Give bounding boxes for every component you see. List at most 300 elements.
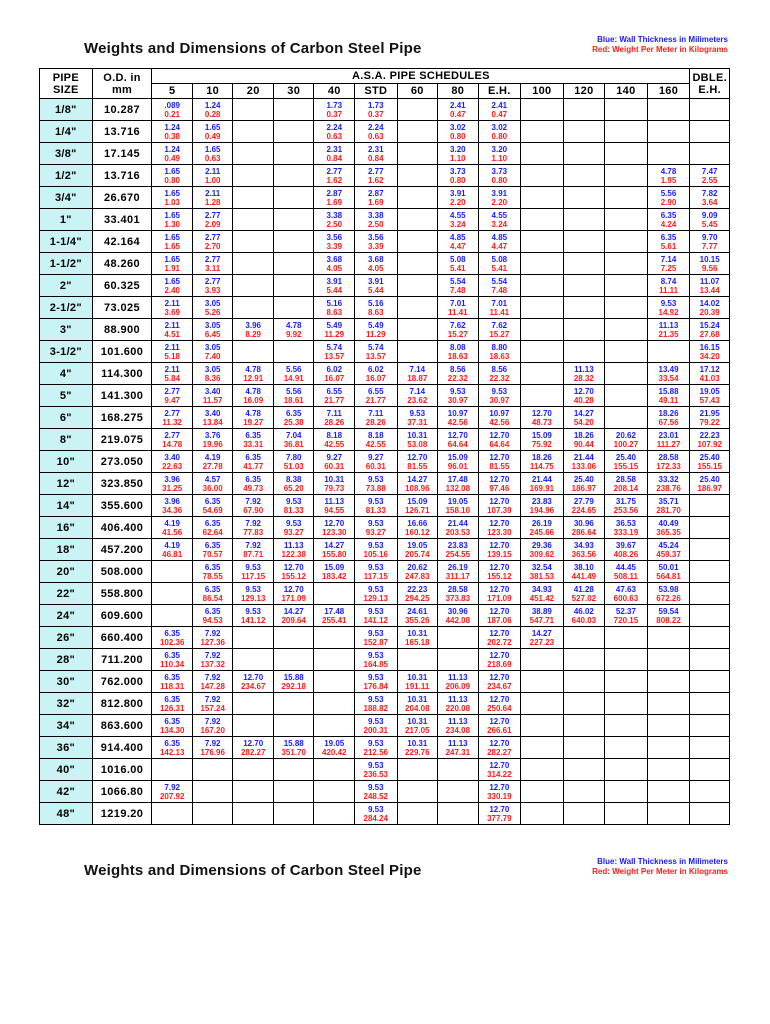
- schedule-cell: [233, 781, 274, 803]
- schedule-cell: [605, 715, 648, 737]
- schedule-cell: [521, 737, 564, 759]
- pipe-size-cell: 30": [40, 671, 93, 693]
- schedule-cell: [647, 605, 690, 627]
- wall-thickness-value: 7.01: [450, 298, 466, 308]
- weight-value: 18.61: [283, 395, 304, 405]
- schedule-cell: [521, 99, 564, 121]
- schedule-cell: [690, 407, 730, 429]
- weight-value: 123.30: [322, 527, 347, 537]
- schedule-cell: [314, 715, 355, 737]
- weight-value: 79.73: [324, 483, 345, 493]
- od-cell: 48.260: [92, 253, 152, 275]
- weight-value: 123.30: [487, 527, 512, 537]
- schedule-cell: [563, 649, 605, 671]
- schedule-cell: [690, 781, 730, 803]
- schedule-cell: [438, 99, 479, 121]
- schedule-cell: [605, 583, 648, 605]
- schedule-cell: [192, 231, 233, 253]
- schedule-cell: [355, 231, 398, 253]
- schedule-cell: [397, 319, 438, 341]
- schedule-cell: [647, 99, 690, 121]
- schedule-cell: [647, 627, 690, 649]
- weight-value: 34.36: [162, 505, 183, 515]
- od-cell: 660.400: [92, 627, 152, 649]
- wall-thickness-value: 26.19: [531, 518, 552, 528]
- weight-value: 0.38: [164, 131, 180, 141]
- weight-value: 208.14: [613, 483, 639, 493]
- schedule-cell: [521, 253, 564, 275]
- weight-value: 117.15: [363, 571, 388, 581]
- wall-thickness-value: 2.31: [326, 144, 343, 154]
- weight-value: 141.12: [363, 615, 388, 625]
- table-row: [40, 803, 730, 825]
- schedule-cell: [438, 297, 479, 319]
- wall-thickness-value: 12.70: [489, 474, 510, 484]
- pipe-size-cell: 1/8": [40, 99, 93, 121]
- schedule-cell: [273, 341, 314, 363]
- schedule-cell: [233, 627, 274, 649]
- wall-thickness-value: 47.63: [615, 584, 636, 594]
- wall-thickness-value: 2.87: [367, 188, 384, 198]
- schedule-cell: [647, 737, 690, 759]
- wall-thickness-value: 9.53: [367, 672, 384, 682]
- schedule-cell: [273, 671, 314, 693]
- schedule-cell: [152, 803, 193, 825]
- schedule-cell: [355, 209, 398, 231]
- table-row: [40, 407, 730, 429]
- wall-thickness-value: 6.35: [164, 628, 180, 638]
- schedule-cell: [563, 429, 605, 451]
- schedule-cell: [647, 517, 690, 539]
- weight-value: 183.42: [322, 571, 347, 581]
- schedule-cell: [233, 693, 274, 715]
- schedule-cell: [355, 363, 398, 385]
- pipe-size-header: PIPE SIZE: [40, 69, 93, 99]
- wall-thickness-value: 14.27: [324, 540, 345, 550]
- weight-value: 0.80: [491, 131, 508, 141]
- schedule-cell: [563, 385, 605, 407]
- wall-thickness-value: 22.23: [407, 584, 428, 594]
- schedule-cell: [192, 561, 233, 583]
- wall-thickness-value: 7.80: [285, 452, 302, 462]
- schedule-header: 20: [233, 84, 274, 99]
- weight-value: 8.63: [326, 307, 343, 317]
- schedule-cell: [397, 759, 438, 781]
- wall-thickness-value: 1.73: [367, 100, 384, 110]
- weight-value: 4.47: [491, 241, 508, 251]
- schedule-cell: [521, 473, 564, 495]
- pipe-size-cell: 1-1/2": [40, 253, 93, 275]
- schedule-cell: [563, 407, 605, 429]
- schedule-cell: [397, 187, 438, 209]
- weight-value: 234.67: [240, 681, 266, 691]
- weight-value: 19.96: [202, 439, 223, 449]
- weight-value: 0.63: [326, 131, 343, 141]
- schedule-cell: [192, 693, 233, 715]
- schedule-cell: [355, 715, 398, 737]
- schedule-cell: [233, 341, 274, 363]
- weight-value: 200.31: [363, 725, 388, 735]
- pipe-size-cell: 5": [40, 385, 93, 407]
- schedule-cell: [438, 121, 479, 143]
- schedule-cell: [605, 231, 648, 253]
- weight-value: 16.07: [365, 373, 386, 383]
- schedule-cell: [355, 319, 398, 341]
- schedule-cell: [647, 165, 690, 187]
- weight-value: 8.29: [245, 329, 261, 339]
- schedule-cell: [192, 649, 233, 671]
- schedule-cell: [438, 495, 479, 517]
- wall-thickness-value: 9.53: [367, 606, 384, 616]
- weight-value: 155.15: [613, 461, 639, 471]
- wall-thickness-value: 9.53: [367, 650, 384, 660]
- wall-thickness-value: 12.70: [489, 452, 510, 462]
- wall-thickness-value: 7.92: [204, 650, 221, 660]
- schedule-cell: [438, 715, 479, 737]
- table-row: [40, 539, 730, 561]
- schedule-cell: [605, 517, 648, 539]
- pipe-size-cell: 48": [40, 803, 93, 825]
- schedule-cell: [355, 561, 398, 583]
- weight-value: 62.64: [202, 527, 223, 537]
- table-row: [40, 231, 730, 253]
- schedule-cell: [478, 539, 521, 561]
- schedule-cell: [521, 693, 564, 715]
- schedule-cell: [355, 407, 398, 429]
- schedule-cell: [233, 209, 274, 231]
- schedule-cell: [314, 407, 355, 429]
- weight-value: 5.41: [450, 263, 466, 273]
- weight-value: 176.96: [200, 747, 225, 757]
- schedule-cell: [355, 99, 398, 121]
- schedule-cell: [690, 605, 730, 627]
- weight-value: 227.23: [529, 637, 555, 647]
- schedule-cell: [192, 627, 233, 649]
- wall-thickness-value: 12.70: [489, 628, 510, 638]
- weight-value: 3.39: [367, 241, 384, 251]
- wall-thickness-value: 11.13: [574, 364, 594, 374]
- wall-thickness-value: 12.70: [243, 672, 264, 682]
- wall-thickness-value: 1.65: [204, 144, 221, 154]
- schedule-cell: [647, 781, 690, 803]
- schedule-cell: [273, 407, 314, 429]
- schedule-cell: [478, 715, 521, 737]
- wall-thickness-value: 5.49: [367, 320, 384, 330]
- schedule-cell: [355, 275, 398, 297]
- weight-value: 442.08: [445, 615, 471, 625]
- od-cell: 863.600: [92, 715, 152, 737]
- weight-value: 126.31: [159, 703, 185, 713]
- wall-thickness-value: 6.35: [164, 672, 180, 682]
- schedule-cell: [233, 649, 274, 671]
- schedule-cell: [152, 319, 193, 341]
- schedule-cell: [478, 231, 521, 253]
- schedule-cell: [355, 627, 398, 649]
- weight-value: 1.69: [326, 197, 343, 207]
- pipe-size-cell: 16": [40, 517, 93, 539]
- pipe-size-cell: 26": [40, 627, 93, 649]
- wall-thickness-value: 5.54: [450, 276, 466, 286]
- schedule-cell: [192, 715, 233, 737]
- wall-thickness-value: 11.13: [448, 716, 468, 726]
- schedule-cell: [273, 583, 314, 605]
- schedule-cell: [152, 187, 193, 209]
- table-row: [40, 165, 730, 187]
- schedule-cell: [314, 781, 355, 803]
- schedule-cell: [355, 385, 398, 407]
- weight-value: 363.56: [571, 549, 597, 559]
- schedule-cell: [478, 363, 521, 385]
- schedule-cell: [521, 209, 564, 231]
- schedule-cell: [563, 231, 605, 253]
- weight-value: 97.46: [489, 483, 510, 493]
- weight-value: 8.36: [204, 373, 221, 383]
- schedule-cell: [273, 187, 314, 209]
- od-cell: 1066.80: [92, 781, 152, 803]
- schedule-header: E.H.: [478, 84, 521, 99]
- weight-value: 102.36: [159, 637, 185, 647]
- schedule-cell: [152, 165, 193, 187]
- wall-thickness-value: 3.96: [245, 320, 261, 330]
- wall-thickness-value: 21.44: [573, 452, 594, 462]
- wall-thickness-value: 2.77: [204, 232, 221, 242]
- wall-thickness-value: 3.96: [164, 474, 180, 484]
- weight-value: 14.78: [162, 439, 183, 449]
- wall-thickness-value: 25.40: [699, 452, 720, 462]
- wall-thickness-value: 7.11: [326, 408, 342, 418]
- table-row: [40, 561, 730, 583]
- schedule-cell: [233, 605, 274, 627]
- schedule-cell: [605, 209, 648, 231]
- legend-weight: Red: Weight Per Meter in Kilograms: [592, 867, 728, 876]
- weight-value: 122.38: [281, 549, 306, 559]
- pipe-size-cell: 10": [40, 451, 93, 473]
- pipe-size-cell: 36": [40, 737, 93, 759]
- schedule-cell: [521, 319, 564, 341]
- wall-thickness-value: 6.35: [164, 650, 180, 660]
- weight-value: 266.61: [487, 725, 512, 735]
- wall-thickness-value: 4.85: [491, 232, 508, 242]
- schedule-cell: [355, 165, 398, 187]
- schedule-cell: [521, 231, 564, 253]
- schedule-cell: [647, 209, 690, 231]
- schedule-cell: [647, 187, 690, 209]
- wall-thickness-value: 6.55: [367, 386, 384, 396]
- schedule-cell: [563, 99, 605, 121]
- wall-thickness-value: 12.70: [283, 562, 304, 572]
- od-cell: 558.800: [92, 583, 152, 605]
- wall-thickness-value: 12.70: [489, 606, 510, 616]
- wall-thickness-value: 2.24: [367, 122, 384, 132]
- wall-thickness-value: 28.58: [658, 452, 679, 462]
- schedule-cell: [192, 451, 233, 473]
- schedule-cell: [397, 715, 438, 737]
- weight-value: 0.47: [450, 109, 466, 119]
- schedule-cell: [478, 781, 521, 803]
- weight-value: 57.43: [699, 395, 720, 405]
- pipe-size-cell: 14": [40, 495, 93, 517]
- weight-value: 11.29: [365, 329, 386, 339]
- schedule-cell: [563, 165, 605, 187]
- wall-thickness-value: 2.77: [164, 386, 180, 396]
- schedule-cell: [647, 671, 690, 693]
- schedule-cell: [397, 671, 438, 693]
- weight-value: 100.27: [613, 439, 639, 449]
- schedule-cell: [192, 121, 233, 143]
- wall-thickness-value: 9.53: [245, 606, 261, 616]
- weight-value: 7.25: [660, 263, 677, 273]
- weight-value: 1.03: [164, 197, 180, 207]
- od-cell: 33.401: [92, 209, 152, 231]
- schedule-header: 100: [521, 84, 564, 99]
- schedule-cell: [192, 737, 233, 759]
- schedule-cell: [563, 297, 605, 319]
- schedule-cell: [605, 121, 648, 143]
- weight-value: 206.09: [445, 681, 471, 691]
- schedule-cell: [355, 605, 398, 627]
- weight-value: 67.90: [243, 505, 264, 515]
- schedule-cell: [397, 803, 438, 825]
- schedule-cell: [478, 605, 521, 627]
- schedule-cell: [605, 253, 648, 275]
- wall-thickness-value: 1.24: [164, 122, 180, 132]
- schedule-cell: [438, 407, 479, 429]
- schedule-cell: [521, 363, 564, 385]
- weight-value: 160.12: [405, 527, 430, 537]
- schedule-cell: [355, 737, 398, 759]
- schedule-cell: [521, 495, 564, 517]
- schedule-cell: [605, 451, 648, 473]
- weight-value: 220.08: [445, 703, 471, 713]
- schedule-cell: [647, 121, 690, 143]
- schedule-cell: [690, 473, 730, 495]
- schedule-cell: [273, 759, 314, 781]
- weight-value: 2.55: [701, 175, 718, 185]
- weight-value: 21.77: [324, 395, 345, 405]
- od-cell: 26.670: [92, 187, 152, 209]
- schedule-cell: [355, 341, 398, 363]
- schedule-cell: [314, 187, 355, 209]
- schedule-cell: [192, 165, 233, 187]
- wall-thickness-value: 7.14: [409, 386, 426, 396]
- schedule-cell: [273, 231, 314, 253]
- wall-thickness-value: 12.70: [489, 518, 510, 528]
- wall-thickness-value: 3.76: [204, 430, 221, 440]
- schedule-cell: [152, 605, 193, 627]
- pipe-size-cell: 2": [40, 275, 93, 297]
- schedule-cell: [521, 275, 564, 297]
- schedule-cell: [397, 209, 438, 231]
- wall-thickness-value: 34.93: [531, 584, 552, 594]
- wall-thickness-value: 9.53: [367, 804, 384, 814]
- schedule-cell: [647, 341, 690, 363]
- schedule-cell: [273, 429, 314, 451]
- weight-value: 73.88: [365, 483, 386, 493]
- schedule-cell: [233, 187, 274, 209]
- schedule-cell: [355, 803, 398, 825]
- schedule-cell: [397, 781, 438, 803]
- schedule-cell: [273, 165, 314, 187]
- od-cell: 457.200: [92, 539, 152, 561]
- schedule-cell: [605, 671, 648, 693]
- wall-thickness-value: 4.78: [285, 320, 302, 330]
- wall-thickness-value: 16.15: [699, 342, 720, 352]
- wall-thickness-value: 12.70: [489, 562, 510, 572]
- wall-thickness-value: 2.11: [205, 188, 221, 198]
- schedule-cell: [605, 605, 648, 627]
- schedule-cell: [192, 407, 233, 429]
- pipe-size-cell: 3/8": [40, 143, 93, 165]
- weight-value: 28.32: [573, 373, 594, 383]
- table-row: [40, 99, 730, 121]
- schedule-cell: [314, 517, 355, 539]
- schedule-cell: [563, 737, 605, 759]
- schedule-cell: [478, 627, 521, 649]
- wall-thickness-value: 9.53: [367, 782, 384, 792]
- wall-thickness-value: 14.27: [407, 474, 428, 484]
- schedule-cell: [521, 803, 564, 825]
- schedule-cell: [273, 253, 314, 275]
- weight-value: 247.31: [445, 747, 471, 757]
- schedule-cell: [605, 803, 648, 825]
- wall-thickness-value: 52.37: [615, 606, 636, 616]
- pipe-size-cell: 2-1/2": [40, 297, 93, 319]
- schedule-cell: [647, 363, 690, 385]
- schedule-cell: [563, 319, 605, 341]
- weight-value: 218.69: [487, 659, 512, 669]
- schedule-cell: [192, 429, 233, 451]
- wall-thickness-value: 5.54: [491, 276, 508, 286]
- weight-value: 14.92: [658, 307, 679, 317]
- wall-thickness-value: 41.28: [573, 584, 594, 594]
- pipe-size-cell: 3/4": [40, 187, 93, 209]
- wall-thickness-value: 6.35: [204, 540, 221, 550]
- schedule-cell: [647, 715, 690, 737]
- schedule-cell: [152, 121, 193, 143]
- od-cell: 114.300: [92, 363, 152, 385]
- schedule-cell: [152, 99, 193, 121]
- schedule-cell: [690, 803, 730, 825]
- schedule-cell: [690, 737, 730, 759]
- weight-value: 155.15: [697, 461, 722, 471]
- page-title: Weights and Dimensions of Carbon Steel Pipe: [84, 40, 422, 57]
- wall-thickness-value: 9.53: [367, 716, 384, 726]
- schedule-cell: [192, 517, 233, 539]
- schedule-cell: [314, 693, 355, 715]
- weight-value: 5.44: [326, 285, 343, 295]
- wall-thickness-value: 18.26: [573, 430, 594, 440]
- wall-thickness-value: 25.40: [573, 474, 594, 484]
- weight-value: 202.72: [487, 637, 512, 647]
- schedule-cell: [690, 99, 730, 121]
- schedule-cell: [355, 429, 398, 451]
- weight-value: 30.97: [489, 395, 510, 405]
- schedule-cell: [605, 473, 648, 495]
- weight-value: 53.08: [407, 439, 428, 449]
- wall-thickness-value: 3.05: [204, 320, 221, 330]
- schedule-cell: [314, 737, 355, 759]
- weight-value: 30.97: [447, 395, 468, 405]
- schedule-cell: [690, 363, 730, 385]
- legend: [592, 35, 728, 55]
- schedule-cell: [397, 341, 438, 363]
- schedule-cell: [397, 253, 438, 275]
- wall-thickness-value: 15.88: [658, 386, 679, 396]
- weight-value: 187.06: [487, 615, 512, 625]
- weight-value: 41.77: [243, 461, 264, 471]
- weight-value: 4.05: [326, 263, 343, 273]
- weight-value: 217.05: [405, 725, 430, 735]
